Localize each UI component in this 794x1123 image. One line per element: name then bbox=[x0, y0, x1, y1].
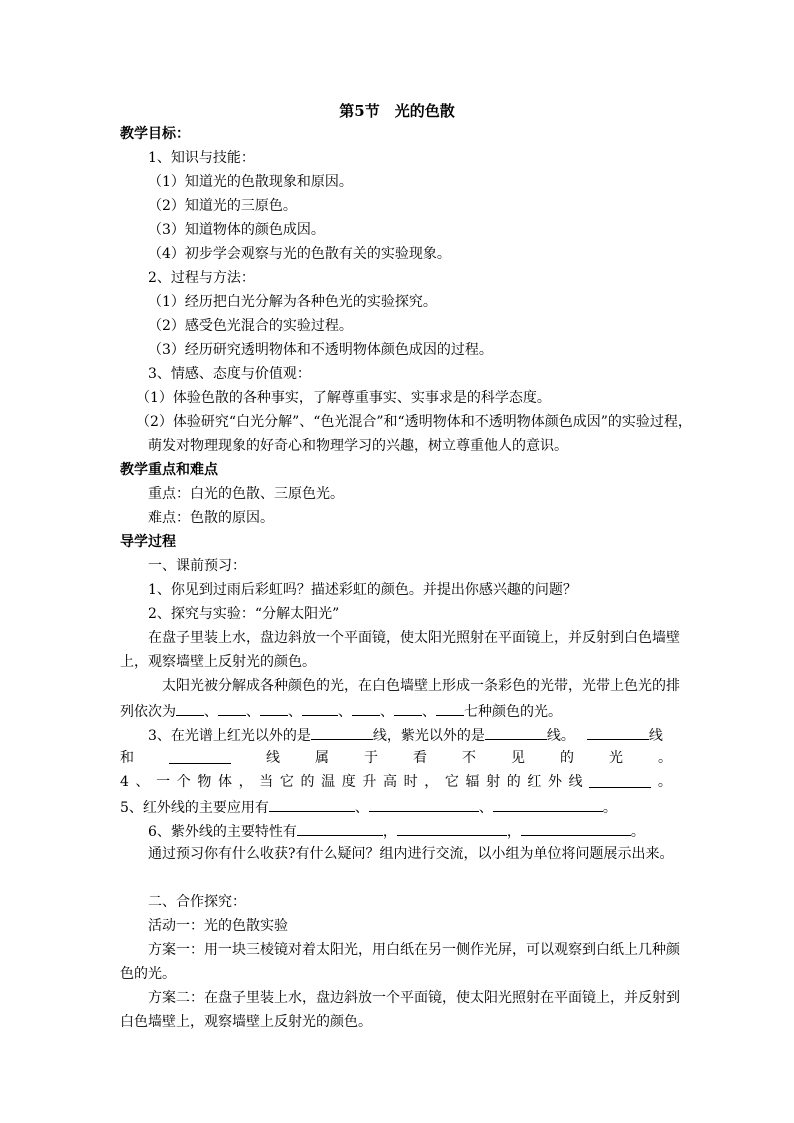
q4-char: 升 bbox=[362, 774, 377, 790]
color-order-suffix: 七种颜色的光。 bbox=[464, 704, 562, 720]
question-1: 1、你见到过雨后彩虹吗？描述彩虹的颜色。并提出你感兴趣的问题？ bbox=[148, 582, 577, 598]
guide-heading: 导学过程 bbox=[120, 534, 176, 550]
separator: 、 bbox=[338, 704, 352, 720]
q4-char: 4 bbox=[120, 774, 129, 790]
infrared-radiation-blank[interactable] bbox=[589, 772, 651, 788]
color-blank-6[interactable] bbox=[394, 700, 422, 716]
plan-2-line-2: 白色墙壁上，观察墙壁上反射光的颜色。 bbox=[120, 1014, 372, 1030]
q3-char: 见 bbox=[511, 750, 525, 766]
question-5-end: 。 bbox=[602, 800, 617, 816]
q3-char: 属 bbox=[315, 750, 329, 766]
color-order-line bbox=[120, 700, 562, 722]
q4-char: 它 bbox=[279, 774, 294, 790]
question-2-text-3: 太阳光被分解成各种颜色的光，在白色墙壁上形成一条彩色的光带，光带上色光的排 bbox=[162, 678, 680, 694]
q4-char: 、 bbox=[135, 774, 150, 790]
separator: 、 bbox=[288, 704, 302, 720]
question-3-prefix: 3、在光谱上红光以外的是 bbox=[148, 728, 311, 744]
color-blank-3[interactable] bbox=[260, 700, 288, 716]
q4-char: 的 bbox=[506, 774, 521, 790]
uv-property-blank-2[interactable] bbox=[397, 820, 507, 836]
q3-char: 和 bbox=[120, 750, 134, 766]
question-3 bbox=[148, 724, 663, 746]
q4-char: 射 bbox=[486, 774, 501, 790]
q3-char: 。 bbox=[658, 750, 672, 766]
color-blank-1[interactable] bbox=[176, 700, 204, 716]
infrared-use-blank-3[interactable] bbox=[493, 796, 603, 812]
q4-char: 它 bbox=[444, 774, 459, 790]
color-blank-4[interactable] bbox=[302, 700, 338, 716]
color-blank-7[interactable] bbox=[436, 700, 464, 716]
difficult-point: 难点：色散的原因。 bbox=[148, 510, 274, 526]
q4-char: 高 bbox=[383, 774, 398, 790]
q4-end: 。 bbox=[657, 774, 672, 790]
uv-property-blank-1[interactable] bbox=[297, 820, 383, 836]
q4-char: 个 bbox=[176, 774, 191, 790]
question-5 bbox=[120, 796, 617, 818]
q3-char: 的 bbox=[560, 750, 574, 766]
question-6-prefix: 6、紫外线的主要特性有 bbox=[148, 824, 297, 840]
color-blank-5[interactable] bbox=[352, 700, 380, 716]
process-item-1: （1）经历把白光分解为各种色光的实验探究。 bbox=[148, 294, 437, 310]
emotion-item-2-cont: 萌发对物理现象的好奇心和物理学习的兴趣，树立尊重他人的意识。 bbox=[148, 438, 568, 454]
q3-char: 不 bbox=[462, 750, 476, 766]
separator: 、 bbox=[478, 800, 493, 816]
invisible-light-blank-2[interactable] bbox=[169, 748, 231, 764]
knowledge-item-2: （2）知道光的三原色。 bbox=[148, 198, 297, 214]
q4-char: 红 bbox=[527, 774, 542, 790]
invisible-light-blank-1[interactable] bbox=[587, 724, 649, 740]
knowledge-item-1: （1）知道光的色散现象和原因。 bbox=[148, 174, 353, 190]
infrared-blank[interactable] bbox=[311, 724, 373, 740]
question-3-tail: 线 bbox=[648, 728, 663, 744]
emotion-heading: 3、情感、态度与价值观： bbox=[148, 366, 311, 382]
question-6 bbox=[148, 820, 645, 842]
plan-1-line-2: 色的光。 bbox=[120, 966, 176, 982]
q4-char: 线 bbox=[568, 774, 583, 790]
objectives-heading: 教学目标： bbox=[120, 126, 190, 142]
emotion-item-1: （1）体验色散的各种事实，了解尊重事实、实事求是的科学态度。 bbox=[136, 390, 551, 406]
question-3-cont bbox=[120, 748, 672, 768]
question-3-mid: 线，紫光以外的是 bbox=[372, 728, 485, 744]
infrared-use-blank-2[interactable] bbox=[369, 796, 479, 812]
question-3-end: 线。 bbox=[546, 728, 575, 744]
uv-property-blank-3[interactable] bbox=[521, 820, 631, 836]
question-2-text-1: 在盘子里装上水，盘边斜放一个平面镜，使太阳光照射在平面镜上，并反射到白色墙壁 bbox=[148, 630, 680, 646]
emotion-item-2: （2）体验研究“白光分解”、“色光混合”和“透明物体和不透明物体颜色成因”的实验过程， bbox=[136, 414, 692, 430]
q4-char: 当 bbox=[259, 774, 274, 790]
plan-1-line-1: 方案一：用一块三棱镜对着太阳光，用白纸在另一侧作光屏，可以观察到白纸上几种颜 bbox=[148, 942, 680, 958]
q3-char: 于 bbox=[364, 750, 378, 766]
separator: 、 bbox=[380, 704, 394, 720]
process-item-3: （3）经历研究透明物体和不透明物体颜色成因的过程。 bbox=[148, 342, 493, 358]
q3-char: 光 bbox=[609, 750, 623, 766]
q4-char: 体 bbox=[218, 774, 233, 790]
plan-2-line-1: 方案二：在盘子里装上水，盘边斜放一个平面镜，使太阳光照射在平面镜上，并反射到 bbox=[148, 990, 680, 1006]
q4-char: ， bbox=[238, 774, 253, 790]
key-point: 重点：白光的色散、三原色光。 bbox=[148, 486, 344, 502]
q3-char: 线 bbox=[266, 750, 280, 766]
preview-summary: 通过预习你有什么收获?有什么疑问？组内进行交流，以小组为单位将问题展示出来。 bbox=[148, 846, 674, 862]
question-6-end: 。 bbox=[630, 824, 645, 840]
question-5-prefix: 5、红外线的主要应用有 bbox=[120, 800, 269, 816]
q4-char: 温 bbox=[321, 774, 336, 790]
q4-char: 的 bbox=[300, 774, 315, 790]
page-title: 第5节 光的色散 bbox=[339, 102, 455, 120]
separator: ， bbox=[382, 824, 397, 840]
q4-char: 一 bbox=[156, 774, 171, 790]
question-4 bbox=[120, 772, 672, 792]
q4-char: 时 bbox=[403, 774, 418, 790]
separator: 、 bbox=[354, 800, 369, 816]
q4-char: 物 bbox=[197, 774, 212, 790]
knowledge-item-4: （4）初步学会观察与光的色散有关的实验现象。 bbox=[148, 246, 451, 262]
process-heading: 2、过程与方法： bbox=[148, 270, 255, 286]
separator: ， bbox=[506, 824, 521, 840]
q4-char: 外 bbox=[548, 774, 563, 790]
cooperation-heading: 二、合作探究： bbox=[148, 894, 246, 910]
q3-char: 看 bbox=[413, 750, 427, 766]
infrared-use-blank-1[interactable] bbox=[269, 796, 355, 812]
key-points-heading: 教学重点和难点 bbox=[120, 462, 218, 478]
knowledge-item-3: （3）知道物体的颜色成因。 bbox=[148, 222, 325, 238]
separator: 、 bbox=[422, 704, 436, 720]
preview-heading: 一、课前预习： bbox=[148, 558, 246, 574]
separator: 、 bbox=[204, 704, 218, 720]
color-blank-2[interactable] bbox=[218, 700, 246, 716]
process-item-2: （2）感受色光混合的实验过程。 bbox=[148, 318, 353, 334]
q4-char: ， bbox=[424, 774, 439, 790]
q4-char: 辐 bbox=[465, 774, 480, 790]
ultraviolet-blank[interactable] bbox=[485, 724, 547, 740]
color-order-prefix: 列依次为 bbox=[120, 704, 176, 720]
question-2-text-2: 上，观察墙壁上反射光的颜色。 bbox=[120, 654, 316, 670]
question-2: 2、探究与实验：“分解太阳光” bbox=[148, 606, 340, 622]
q4-char: 度 bbox=[341, 774, 356, 790]
separator: 、 bbox=[246, 704, 260, 720]
activity-1: 活动一：光的色散实验 bbox=[148, 918, 288, 934]
knowledge-heading: 1、知识与技能： bbox=[148, 150, 255, 166]
